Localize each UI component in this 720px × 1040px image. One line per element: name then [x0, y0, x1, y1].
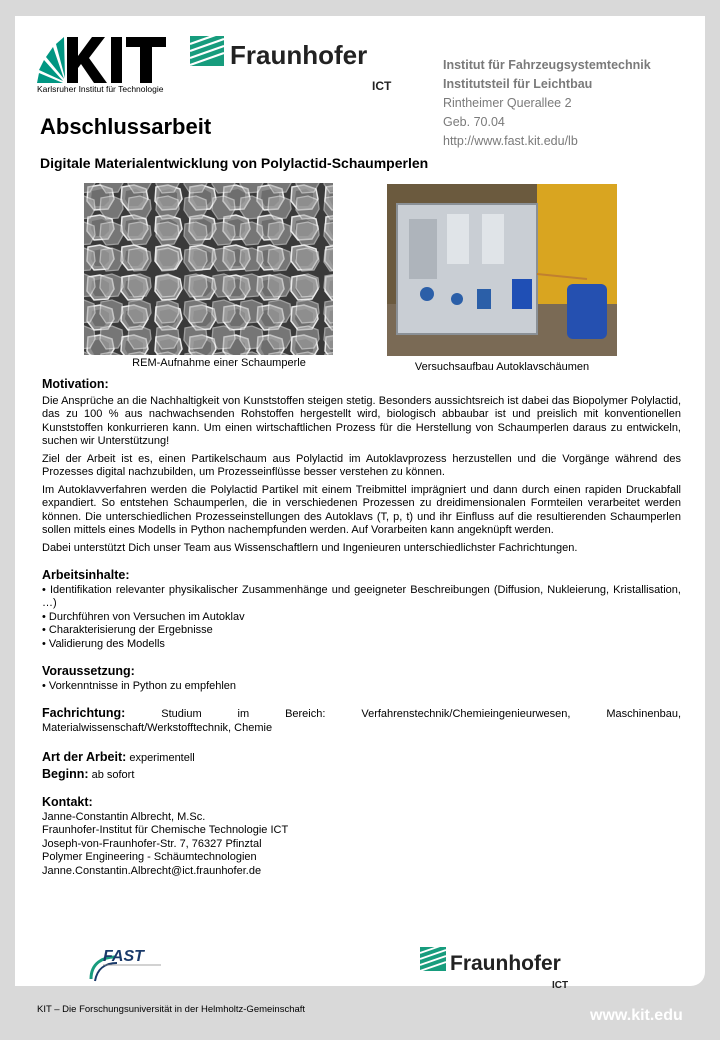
- list-item: • Validierung des Modells: [42, 638, 681, 652]
- kit-caption: Karlsruher Institut für Technologie: [37, 84, 164, 94]
- voraussetzung-list: [42, 680, 681, 694]
- arbeitsinhalte-list: [42, 584, 681, 652]
- footer-text: KIT – Die Forschungsuniversität in der Helmholtz-Gemeinschaft: [37, 1004, 306, 1015]
- autoclave-setup-image: [387, 184, 617, 356]
- beginn-value: ab sofort: [91, 768, 135, 781]
- institute-url[interactable]: http://www.fast.kit.edu/lb: [443, 134, 578, 148]
- page-title: Abschlussarbeit: [40, 114, 212, 139]
- art-value: experimentell: [129, 752, 195, 764]
- motivation-paragraph: Im Autoklavverfahren werden die Polylactid Partikel mit einem Treibmittel imprägniert und dann durch einen rapiden Druckabfall expandiert. So entstehen Schaumperlen, die in verschiedenen Prozessen zu dreidimensionalen Formteilen verarbeitet werden können. Die unterschiedlichen Prozesseinstellungen des Autoklavs (T, p, t) und ihr Einfluss auf die resultierenden Schaumperlen sollen mittels eines Modells in Python nachempfunden werden. Auf Vorarbeiten kann angeknüpft werden.: [42, 483, 681, 536]
- fachrichtung-block: [42, 707, 681, 735]
- art-label: Art der Arbeit:: [42, 750, 127, 764]
- fraunhofer-logo-bottom: [420, 945, 580, 990]
- beginn-label: Beginn:: [42, 766, 89, 781]
- motivation-paragraph: Ziel der Arbeit ist es, einen Partikelschaum aus Polylactid im Autoklavprozess herzustellen und die Vorgänge während des Prozesses digital nachzubilden, um Prozesseinflüsse besser verstehen zu können.: [42, 452, 681, 478]
- fachrichtung-label: Fachrichtung:: [42, 706, 126, 720]
- image-caption-left: REM-Aufnahme einer Schaumperle: [132, 357, 306, 369]
- fraunhofer-logo-top: [190, 36, 400, 94]
- fast-logo: [85, 945, 165, 985]
- kontakt-line: Fraunhofer-Institut für Chemische Technologie ICT: [42, 824, 289, 836]
- institute-line: Geb. 70.04: [443, 115, 505, 129]
- fraunhofer-top-ict: ICT: [372, 79, 392, 93]
- kontakt-line: Joseph-von-Fraunhofer-Str. 7, 76327 Pfinztal: [42, 837, 262, 850]
- institute-line: Rintheimer Querallee 2: [443, 96, 572, 110]
- kontakt-line: Janne-Constantin Albrecht, M.Sc.: [42, 810, 206, 823]
- list-item: • Identifikation relevanter physikalischer Zusammenhänge und geeigneter Beschreibungen (Diffusion, Nukleierung, Kristallisation, …): [42, 584, 681, 611]
- institute-address: [443, 56, 651, 151]
- fraunhofer-bottom-ict: ICT: [552, 980, 569, 990]
- image-caption-right: Versuchsaufbau Autoklavschäumen: [414, 361, 590, 373]
- motivation-heading: Motivation:: [42, 377, 109, 391]
- list-item: • Vorkenntnisse in Python zu empfehlen: [42, 680, 681, 694]
- list-item: • Durchführen von Versuchen im Autoklav: [42, 611, 681, 625]
- voraussetzung-heading: Voraussetzung:: [42, 664, 135, 678]
- list-item: • Charakterisierung der Ergebnisse: [42, 624, 681, 638]
- fast-text: FAST: [103, 948, 144, 965]
- beginn-block: [42, 768, 681, 783]
- fraunhofer-bottom-text: Fraunhofer: [450, 952, 561, 975]
- sem-foam-image: [84, 183, 333, 355]
- kontakt-heading: Kontakt:: [42, 795, 93, 809]
- arbeitsinhalte-heading: Arbeitsinhalte:: [42, 568, 130, 582]
- motivation-paragraph: Dabei unterstützt Dich unser Team aus Wissenschaftlern und Ingenieuren unterschiedlichster Fachrichtungen.: [42, 541, 578, 554]
- kontakt-line: Polymer Engineering - Schäumtechnologien: [42, 851, 257, 863]
- page-subtitle: Digitale Materialentwicklung von Polylactid-Schaumperlen: [40, 155, 429, 171]
- kontakt-email[interactable]: Janne.Constantin.Albrecht@ict.fraunhofer.de: [42, 864, 262, 877]
- motivation-paragraph: Die Ansprüche an die Nachhaltigkeit von Kunststoffen steigen stetig. Besonders aussichtsreich ist dabei das Biopolymer Polylactid, das zu 100 % aus nachwachsenden Rohstoffen hergestellt wird, biologisch abbaubar ist und preislich mit konventionellen Kunststoffen konkurrieren kann. Um einen wirtschaftlichen Prozess für die Herstellung von Schaumperlen daraus zu entwickeln, suchen wir Unterstützung!: [42, 394, 681, 447]
- institute-line: Institut für Fahrzeugsystemtechnik: [443, 58, 651, 72]
- main-content: [42, 378, 681, 878]
- institute-line: Institutsteil für Leichtbau: [443, 77, 593, 91]
- footer-url[interactable]: www.kit.edu: [590, 1007, 683, 1024]
- fraunhofer-top-text: Fraunhofer: [230, 40, 368, 70]
- fachrichtung-text: Studium im Bereich: Verfahrenstechnik/Chemieingenieurwesen, Maschinenbau, Materialwissenschaft/Werkstofftechnik, Chemie: [42, 708, 681, 734]
- art-block: [42, 751, 681, 766]
